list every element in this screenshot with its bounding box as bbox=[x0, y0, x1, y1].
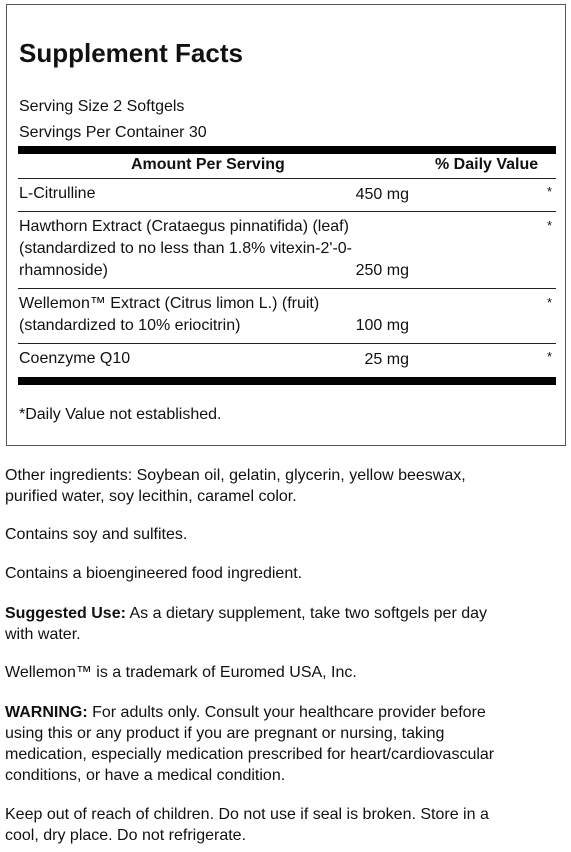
dv-l-citrulline: * bbox=[546, 184, 552, 199]
amount-l-citrulline: 450 mg bbox=[355, 186, 409, 203]
dv-wellemon: * bbox=[546, 295, 552, 310]
header-rule-thick bbox=[18, 146, 556, 154]
servings-per-container: Servings Per Container 30 bbox=[19, 124, 207, 141]
warning-statement: WARNING: For adults only. Consult your healthcare provider before using this or any product if you are pregnant or nursing, taking medication, especially medication prescribed for heart/cardiovascular conditions, or have a medical condition. bbox=[5, 704, 495, 784]
supplement-facts-title: Supplement Facts bbox=[19, 38, 243, 68]
row-divider bbox=[18, 343, 556, 344]
row-divider bbox=[18, 178, 556, 179]
bioengineered-statement: Contains a bioengineered food ingredient. bbox=[5, 565, 303, 582]
supplement-facts-panel bbox=[6, 4, 566, 446]
ingredient-name-wellemon: Wellemon™ Extract (Citrus limon L.) (fruit) (standardized to 10% eriocitrin) bbox=[19, 295, 320, 334]
dv-hawthorn: * bbox=[546, 218, 552, 233]
row-divider bbox=[18, 288, 556, 289]
row-divider bbox=[18, 211, 556, 212]
daily-value-header: % Daily Value bbox=[435, 156, 539, 173]
amount-coenzyme-q10: 25 mg bbox=[364, 351, 409, 368]
warning-label: WARNING: bbox=[5, 704, 88, 721]
daily-value-footnote: *Daily Value not established. bbox=[19, 406, 222, 423]
footer-rule-thick bbox=[18, 377, 556, 385]
amount-wellemon: 100 mg bbox=[355, 317, 409, 334]
serving-size: Serving Size 2 Softgels bbox=[19, 98, 185, 115]
amount-per-serving-header: Amount Per Serving bbox=[131, 156, 285, 173]
dv-coenzyme-q10: * bbox=[546, 349, 552, 364]
allergen-statement: Contains soy and sulfites. bbox=[5, 526, 188, 543]
amount-hawthorn: 250 mg bbox=[355, 262, 409, 279]
ingredient-name-l-citrulline: L-Citrulline bbox=[19, 185, 96, 202]
suggested-use-label: Suggested Use: bbox=[5, 605, 126, 622]
ingredient-name-coenzyme-q10: Coenzyme Q10 bbox=[19, 350, 131, 367]
trademark-statement: Wellemon™ is a trademark of Euromed USA, Inc. bbox=[5, 664, 357, 681]
other-ingredients: Other ingredients: Soybean oil, gelatin, glycerin, yellow beeswax, purified water, soy lecithin, caramel color. bbox=[5, 467, 466, 505]
suggested-use: Suggested Use: As a dietary supplement, take two softgels per day with water. bbox=[5, 605, 488, 643]
storage-statement: Keep out of reach of children. Do not use if seal is broken. Store in a cool, dry place. Do not refrigerate. bbox=[5, 806, 489, 844]
ingredient-name-hawthorn: Hawthorn Extract (Crataegus pinnatifida) (leaf) (standardized to no less than 1.8% vitexin-2'-0- rhamnoside) bbox=[19, 218, 353, 279]
